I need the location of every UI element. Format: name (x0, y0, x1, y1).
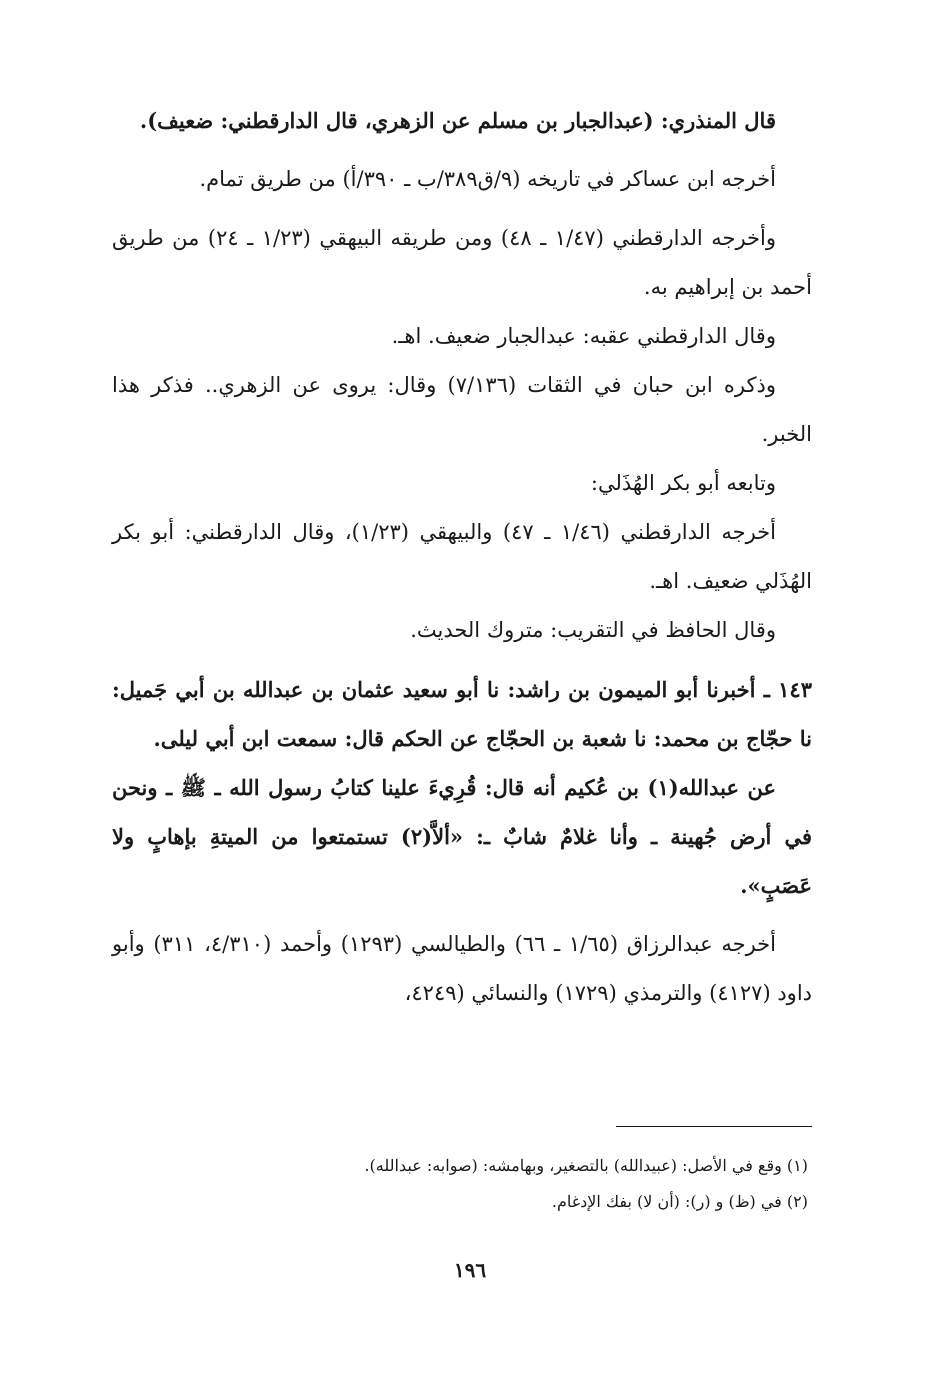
footnotes (112, 1148, 812, 1220)
paragraph-5: وذكره ابن حبان في الثقات (٧/١٣٦) وقال: يروى عن الزهري.. فذكر هذا الخبر. (112, 373, 812, 446)
page-number: ١٩٦ (453, 1258, 487, 1282)
footnote-1: (١) وقع في الأصل: (عبيدالله) بالتصغير، وبهامشه: (صوابه: عبدالله). (364, 1156, 808, 1175)
paragraph-4: وقال الدارقطني عقبه: عبدالجبار ضعيف. اهـ. (391, 324, 776, 348)
hadith-143-isnad: ١٤٣ ـ أخبرنا أبو الميمون بن راشد: نا أبو سعيد عثمان بن عبدالله بن أبي جَميل: نا حجّاج بن محمد: نا شعبة بن الحجّاج عن الحكم قال: سمعت ابن أبي ليلى. (112, 677, 812, 751)
paragraph-8: وقال الحافظ في التقريب: متروك الحديث. (410, 618, 776, 642)
paragraph-takhrij: أخرجه عبدالرزاق (١/٦٥ ـ ٦٦) والطيالسي (١٢٩٣) وأحمد (٤/٣١٠، ٣١١) وأبو داود (٤١٢٧) والترمذي (١٧٢٩) والنسائي (٤٢٤٩، (112, 932, 812, 1005)
main-text (112, 96, 812, 1018)
paragraph-7: أخرجه الدارقطني (١/٤٦ ـ ٤٧) والبيهقي (١/٢٣)، وقال الدارقطني: أبو بكر الهُذَلي ضعيف. اهـ. (112, 520, 812, 593)
paragraph-2: أخرجه ابن عساكر في تاريخه (٩/ق٣٨٩/ب ـ ٣٩٠/أ) من طريق تمام. (199, 167, 776, 191)
paragraph-6: وتابعه أبو بكر الهُذَلي: (590, 471, 776, 495)
paragraph-3: وأخرجه الدارقطني (١/٤٧ ـ ٤٨) ومن طريقه البيهقي (١/٢٣ ـ ٢٤) من طريق أحمد بن إبراهيم به. (112, 226, 812, 299)
footnote-2: (٢) في (ظ) و (ر): (أن لا) بفك الإدغام. (551, 1192, 808, 1211)
footnote-divider (616, 1126, 812, 1127)
paragraph-1: قال المنذري: (عبدالجبار بن مسلم عن الزهري، قال الدارقطني: ضعيف). (139, 108, 776, 133)
hadith-143-matn: عن عبدالله(١) بن عُكيم أنه قال: قُرِيءَ علينا كتابُ رسول الله ـ ﷺ ـ ونحن في أرض جُهينة ـ وأنا غلامٌ شابٌ ـ: «ألاَّ(٢) تستمتعوا من الميتةِ بإهابٍ ولا عَصَبٍ». (112, 775, 813, 898)
